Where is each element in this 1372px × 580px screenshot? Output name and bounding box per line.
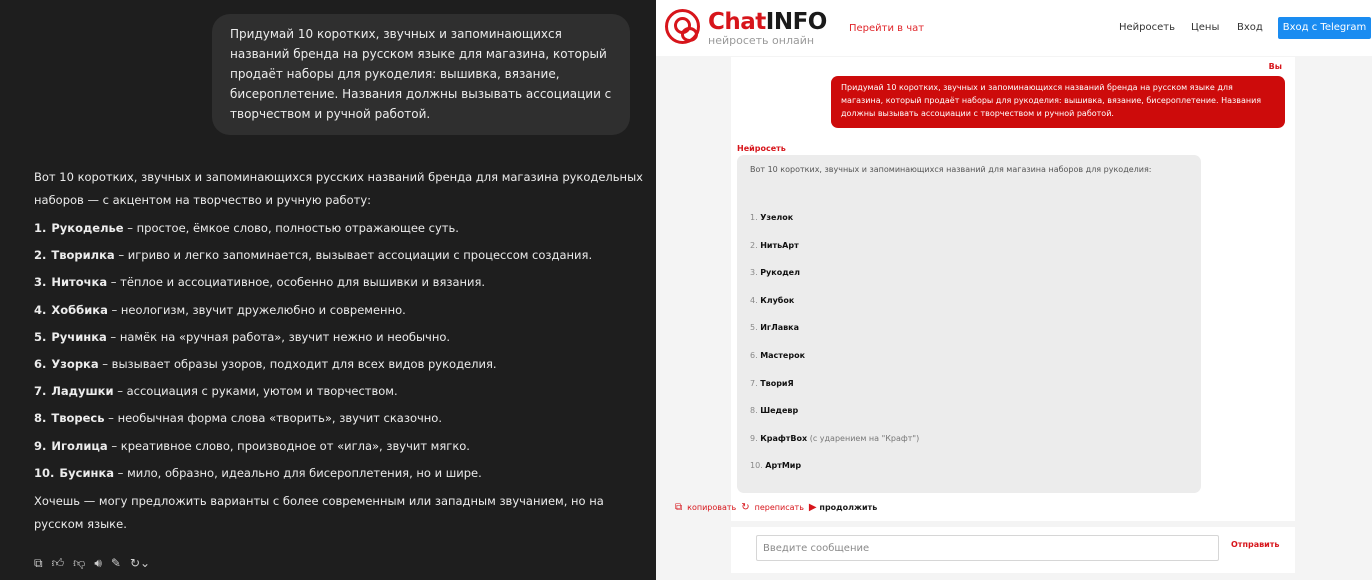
bot-name-list bbox=[750, 211, 1188, 487]
bot-item-name: АртМир bbox=[765, 461, 802, 471]
copy-action[interactable]: копировать bbox=[687, 503, 737, 512]
bot-list-item bbox=[750, 459, 1188, 487]
answer-item-desc: – креативное слово, производное от «игла», звучит мягко. bbox=[107, 438, 470, 453]
bot-list-item bbox=[750, 377, 1188, 405]
rewrite-action[interactable]: переписать bbox=[754, 503, 804, 512]
assistant-answer bbox=[34, 166, 644, 536]
message-input[interactable] bbox=[756, 535, 1219, 561]
read-aloud-icon[interactable]: 🔊︎ bbox=[94, 556, 102, 570]
answer-intro: Вот 10 коротких, звучных и запоминающихся русских названий бренда для магазина рукодельных наборов — с акцентом на творчество и ручную работу: bbox=[34, 170, 643, 207]
bot-list-item bbox=[750, 266, 1188, 294]
chatinfo-app bbox=[656, 0, 1372, 580]
bot-label: Нейросеть bbox=[737, 144, 786, 153]
answer-item-number: 5. bbox=[34, 329, 47, 344]
bot-item-name: ТвориЯ bbox=[760, 378, 794, 388]
answer-item-term: Хоббика bbox=[51, 302, 108, 317]
answer-item-desc: – намёк на «ручная работа», звучит нежно и необычно. bbox=[106, 329, 451, 344]
bot-item-number: 8. bbox=[750, 406, 758, 416]
bot-item-number: 10. bbox=[750, 461, 763, 471]
chat-panel-dark bbox=[0, 0, 656, 580]
answer-item-term: Бусинка bbox=[59, 465, 115, 480]
answer-list-item bbox=[34, 297, 644, 324]
answer-item-number: 9. bbox=[34, 438, 47, 453]
thumbs-up-icon[interactable]: 👍︎ bbox=[51, 556, 65, 570]
answer-item-term: Ладушки bbox=[51, 384, 114, 399]
bot-item-name: Шедевр bbox=[760, 406, 799, 416]
answer-item-term: Рукоделье bbox=[51, 221, 124, 235]
goto-chat-link[interactable]: Перейти в чат bbox=[849, 23, 925, 34]
play-icon: ▶ bbox=[808, 502, 817, 513]
bot-item-name: КрафтВох bbox=[760, 433, 808, 443]
nav-link-prices[interactable]: Цены bbox=[1191, 22, 1220, 33]
answer-item-desc: – неологизм, звучит дружелюбно и современно. bbox=[107, 302, 406, 317]
bot-list-item bbox=[750, 294, 1188, 322]
answer-item-number: 7. bbox=[34, 384, 47, 399]
bot-list-item bbox=[750, 211, 1188, 239]
answer-list-item bbox=[34, 351, 644, 378]
bot-message-actions bbox=[675, 502, 877, 513]
bot-item-name: Мастерок bbox=[760, 350, 806, 360]
answer-item-desc: – игриво и легко запоминается, вызывает ассоциации с процессом создания. bbox=[114, 248, 593, 263]
bot-list-item bbox=[750, 432, 1188, 460]
bot-item-number: 7. bbox=[750, 378, 758, 388]
bot-item-name: Рукодел bbox=[760, 268, 800, 278]
bot-item-name: ИгЛавка bbox=[760, 323, 799, 333]
logo-subtitle: нейросеть онлайн bbox=[708, 34, 815, 47]
answer-item-number: 1. bbox=[34, 221, 47, 235]
chat-thread bbox=[731, 57, 1295, 521]
bot-list-item bbox=[750, 404, 1188, 432]
answer-item-number: 10. bbox=[34, 465, 55, 480]
bot-item-number: 9. bbox=[750, 433, 758, 443]
answer-item-term: Узорка bbox=[51, 356, 99, 371]
user-label: Вы bbox=[1268, 62, 1282, 71]
regenerate-icon[interactable]: ↻⌄ bbox=[129, 556, 151, 570]
message-composer bbox=[731, 527, 1295, 573]
answer-item-number: 2. bbox=[34, 248, 47, 263]
bot-item-note: (с ударением на "Крафт") bbox=[807, 433, 920, 443]
user-message-bubble: Придумай 10 коротких, звучных и запоминающихся названий бренда на русском языке для магазина, который продаёт наборы для рукоделия: вышивка, вязание, бисероплетение. Названия должны вызывать ассоциации с творчеством и ручной работой. bbox=[212, 14, 630, 135]
bot-list-item bbox=[750, 349, 1188, 377]
rewrite-icon[interactable]: ↻ bbox=[741, 502, 750, 513]
logo-chat: Chat bbox=[708, 9, 766, 35]
answer-item-term: Творилка bbox=[51, 248, 115, 263]
continue-action[interactable] bbox=[809, 502, 877, 513]
answer-outro: Хочешь — могу предложить варианты с более современным или западным звучанием, но на русском языке. bbox=[34, 493, 604, 531]
thumbs-down-icon[interactable]: 👎︎ bbox=[73, 556, 86, 570]
answer-item-term: Ниточка bbox=[51, 275, 108, 290]
bot-list-item bbox=[750, 321, 1188, 349]
answer-list bbox=[34, 215, 644, 487]
answer-item-desc: – простое, ёмкое слово, полностью отражающее суть. bbox=[123, 221, 459, 235]
answer-item-desc: – вызывает образы узоров, подходит для всех видов рукоделия. bbox=[98, 356, 497, 371]
bot-item-name: Клубок bbox=[760, 295, 795, 305]
answer-list-item bbox=[34, 433, 644, 460]
copy-icon[interactable]: ⧉ bbox=[675, 502, 683, 513]
nav-link-neuro[interactable]: Нейросеть bbox=[1119, 22, 1176, 33]
bot-item-number: 5. bbox=[750, 323, 758, 333]
nav-link-login[interactable]: Вход bbox=[1237, 22, 1263, 33]
answer-item-desc: – мило, образно, идеально для бисероплетения, но и шире. bbox=[114, 465, 482, 480]
bot-intro: Вот 10 коротких, звучных и запоминающихся названий для магазина наборов для рукоделия: bbox=[750, 165, 1152, 174]
bot-item-name: Узелок bbox=[760, 213, 794, 222]
bot-list-item bbox=[750, 239, 1188, 267]
logo-wordmark[interactable] bbox=[708, 10, 827, 34]
continue-label: продолжить bbox=[819, 503, 878, 512]
answer-item-number: 3. bbox=[34, 275, 47, 290]
bot-item-number: 4. bbox=[750, 295, 758, 305]
answer-item-desc: – необычная форма слова «творить», звучит сказочно. bbox=[104, 411, 443, 426]
answer-list-item bbox=[34, 269, 644, 296]
answer-item-term: Иголица bbox=[51, 438, 108, 453]
user-message: Придумай 10 коротких, звучных и запоминающихся названий бренда на русском языке для магазина, который продаёт наборы для рукоделия: вышивка, вязание, бисероплетение. Названия должны вызывать ассоциации с творчеством и ручной работой. bbox=[831, 76, 1285, 128]
answer-item-number: 8. bbox=[34, 411, 47, 426]
answer-list-item bbox=[34, 324, 644, 351]
answer-list-item bbox=[34, 242, 644, 269]
telegram-login-button[interactable]: Вход с Telegram bbox=[1278, 17, 1371, 39]
send-button[interactable]: Отправить bbox=[1231, 540, 1280, 549]
answer-item-number: 6. bbox=[34, 356, 47, 371]
top-navigation bbox=[656, 0, 1372, 56]
bot-item-number: 3. bbox=[750, 268, 758, 278]
bot-item-number: 6. bbox=[750, 350, 758, 360]
answer-list-item bbox=[34, 378, 644, 405]
answer-list-item bbox=[34, 405, 644, 432]
answer-item-desc: – ассоциация с руками, уютом и творчеством. bbox=[113, 384, 398, 399]
bot-item-name: НитьАрт bbox=[760, 240, 799, 250]
copy-icon[interactable]: ⧉ bbox=[34, 556, 43, 570]
answer-item-term: Творесь bbox=[51, 411, 105, 426]
answer-item-desc: – тёплое и ассоциативное, особенно для вышивки и вязания. bbox=[107, 275, 486, 290]
bot-message bbox=[737, 155, 1201, 493]
chatinfo-logo-icon[interactable] bbox=[665, 9, 700, 44]
message-action-bar bbox=[34, 556, 150, 570]
answer-list-item bbox=[34, 460, 644, 487]
bot-item-number: 1. bbox=[750, 213, 758, 222]
answer-item-term: Ручинка bbox=[51, 329, 107, 344]
bot-item-number: 2. bbox=[750, 240, 758, 250]
answer-item-number: 4. bbox=[34, 302, 47, 317]
answer-list-item bbox=[34, 215, 644, 242]
edit-icon[interactable]: ✎ bbox=[110, 556, 121, 570]
logo-info: INFO bbox=[765, 9, 827, 35]
